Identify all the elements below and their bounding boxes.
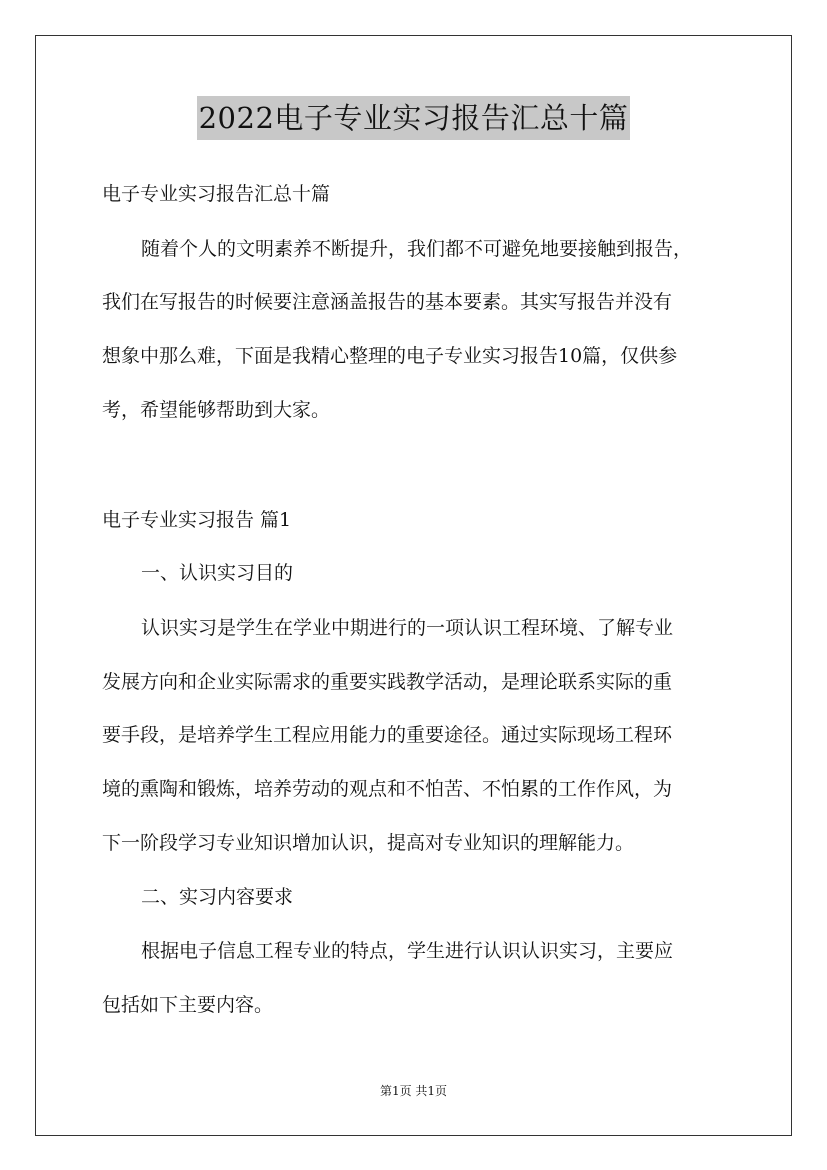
document-title: 2022电子专业实习报告汇总十篇 <box>197 96 631 140</box>
para1-line-3: 要手段，是培养学生工程应用能力的重要途径。通过实际现场工程环 <box>102 724 673 746</box>
intro-line-4: 考，希望能够帮助到大家。 <box>102 399 331 421</box>
para1-line-1: 认识实习是学生在学业中期进行的一项认识工程环境、了解专业 <box>141 617 674 639</box>
para2-line-1: 根据电子信息工程专业的特点，学生进行认识认识实习，主要应 <box>141 940 674 962</box>
heading-purpose: 一、认识实习目的 <box>141 562 294 584</box>
heading-content: 二、实习内容要求 <box>141 886 294 908</box>
document-subtitle: 电子专业实习报告汇总十篇 <box>102 183 331 205</box>
para1-line-4: 境的熏陶和锻炼，培养劳动的观点和不怕苦、不怕累的工作作风，为 <box>102 778 673 800</box>
para1-line-5: 下一阶段学习专业知识增加认识，提高对专业知识的理解能力。 <box>102 832 635 854</box>
title-container <box>0 96 827 140</box>
para2-line-2: 包括如下主要内容。 <box>102 994 274 1016</box>
page-number-footer: 第1页 共1页 <box>379 1084 448 1098</box>
intro-line-1: 随着个人的文明素养不断提升，我们都不可避免地要接触到报告， <box>141 238 693 260</box>
section-title: 电子专业实习报告 篇1 <box>102 509 292 531</box>
para1-line-2: 发展方向和企业实际需求的重要实践教学活动，是理论联系实际的重 <box>102 671 673 693</box>
intro-line-3: 想象中那么难，下面是我精心整理的电子专业实习报告10篇，仅供参 <box>102 345 678 367</box>
intro-line-2: 我们在写报告的时候要注意涵盖报告的基本要素。其实写报告并没有 <box>102 291 673 313</box>
